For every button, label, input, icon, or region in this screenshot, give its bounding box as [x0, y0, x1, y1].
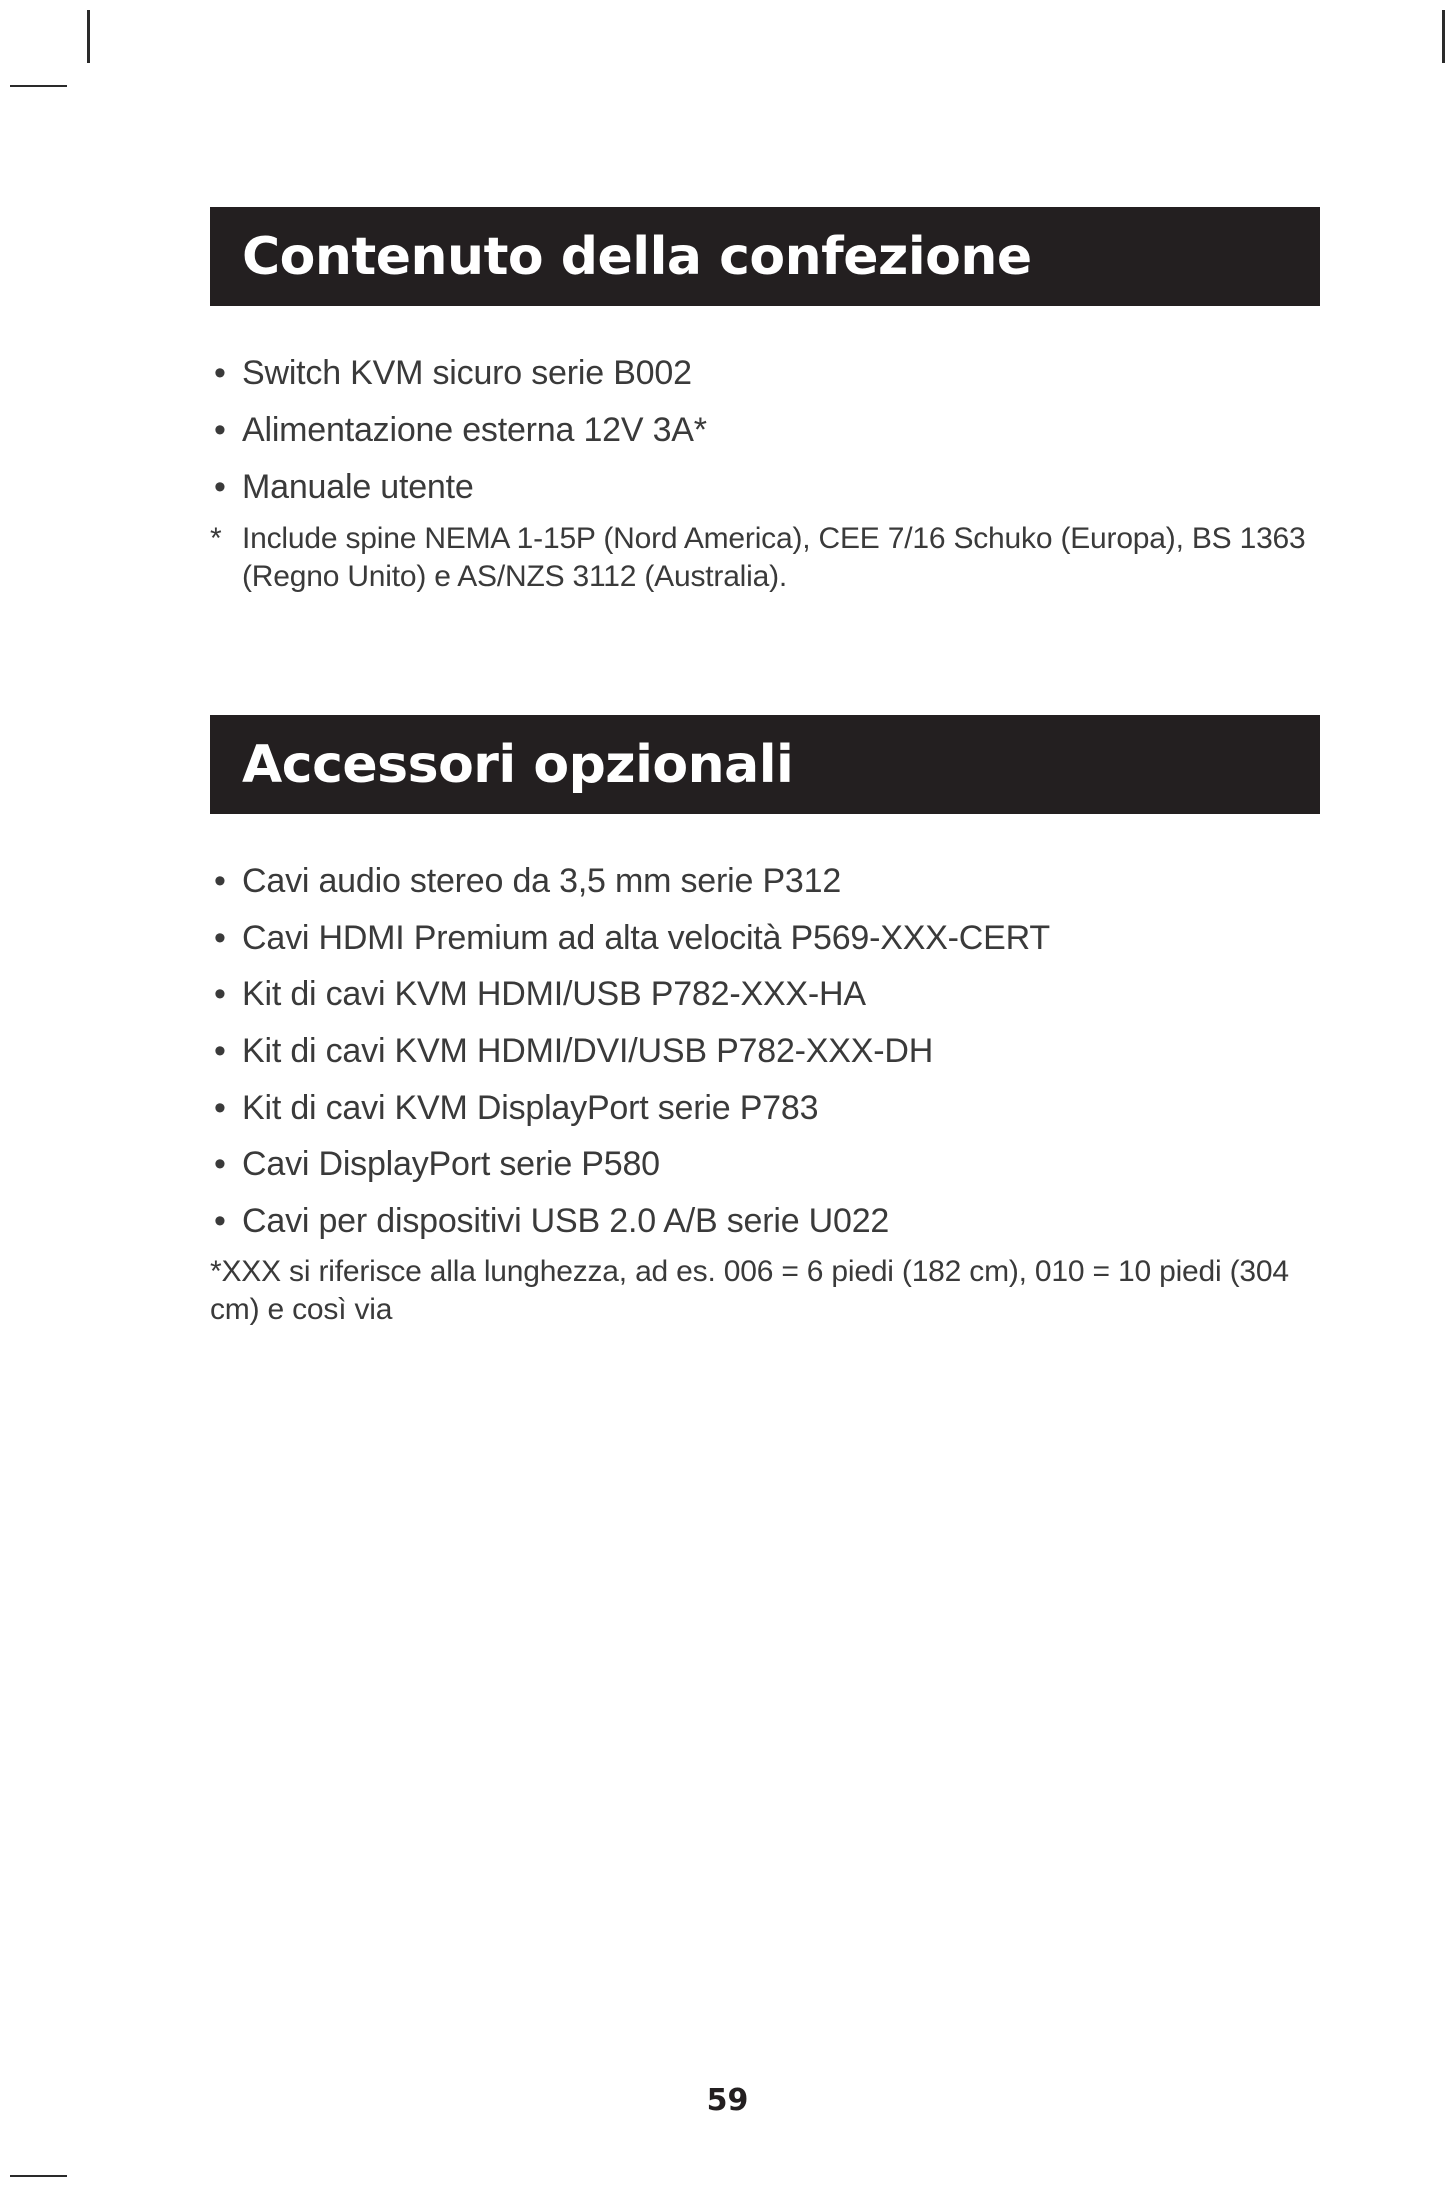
optional-accessories-footnote: *XXX si riferisce alla lunghezza, ad es. 006 = 6 piedi (182 cm), 010 = 10 piedi (304 cm) e così via — [210, 1255, 1289, 1326]
bullet-icon: • — [214, 1202, 226, 1241]
footnote-marker: * — [210, 522, 222, 555]
section-header-package-contents — [210, 207, 1320, 306]
package-contents-footnote — [210, 520, 1320, 596]
package-contents-list — [210, 347, 1320, 518]
list-item: • Manuale utente — [210, 461, 1320, 518]
section-header-optional-accessories — [210, 715, 1320, 814]
bullet-icon: • — [214, 975, 226, 1014]
bullet-icon: • — [214, 1088, 226, 1127]
crop-mark-top-left-vertical — [87, 10, 90, 63]
footnote-text: Include spine NEMA 1-15P (Nord America), CEE 7/16 Schuko (Europa), BS 1363 (Regno Unito) e AS/NZS 3112 (Australia). — [242, 522, 1306, 593]
list-item: • Cavi DisplayPort serie P580 — [210, 1138, 1320, 1195]
list-item: • Alimentazione esterna 12V 3A* — [210, 404, 1320, 461]
bullet-icon: • — [214, 862, 226, 900]
bullet-icon: • — [214, 1145, 226, 1184]
bullet-icon: • — [214, 918, 226, 957]
optional-accessories-list — [210, 855, 1320, 1252]
list-item: • Switch KVM sicuro serie B002 — [210, 347, 1320, 404]
bullet-icon: • — [214, 1032, 226, 1071]
list-item: • Kit di cavi KVM DisplayPort serie P783 — [210, 1082, 1320, 1139]
list-item: • Cavi HDMI Premium ad alta velocità P569-XXX-CERT — [210, 912, 1320, 969]
list-item: • Kit di cavi KVM HDMI/DVI/USB P782-XXX-DH — [210, 1025, 1320, 1082]
section-title-package-contents: Contenuto della confezione — [242, 226, 1032, 287]
page-number: 59 — [706, 2083, 749, 2118]
list-item: • Cavi audio stereo da 3,5 mm serie P312 — [210, 855, 1320, 912]
list-item: • Kit di cavi KVM HDMI/USB P782-XXX-HA — [210, 968, 1320, 1025]
list-item: • Cavi per dispositivi USB 2.0 A/B serie U022 — [210, 1195, 1320, 1252]
crop-mark-bottom-left-horizontal — [10, 2175, 67, 2177]
section-title-optional-accessories: Accessori opzionali — [242, 734, 794, 795]
crop-mark-top-left-horizontal — [10, 85, 67, 87]
bullet-icon: • — [214, 411, 226, 449]
crop-mark-top-right-vertical — [1442, 10, 1445, 63]
bullet-icon: • — [214, 468, 226, 506]
bullet-icon: • — [214, 354, 226, 392]
